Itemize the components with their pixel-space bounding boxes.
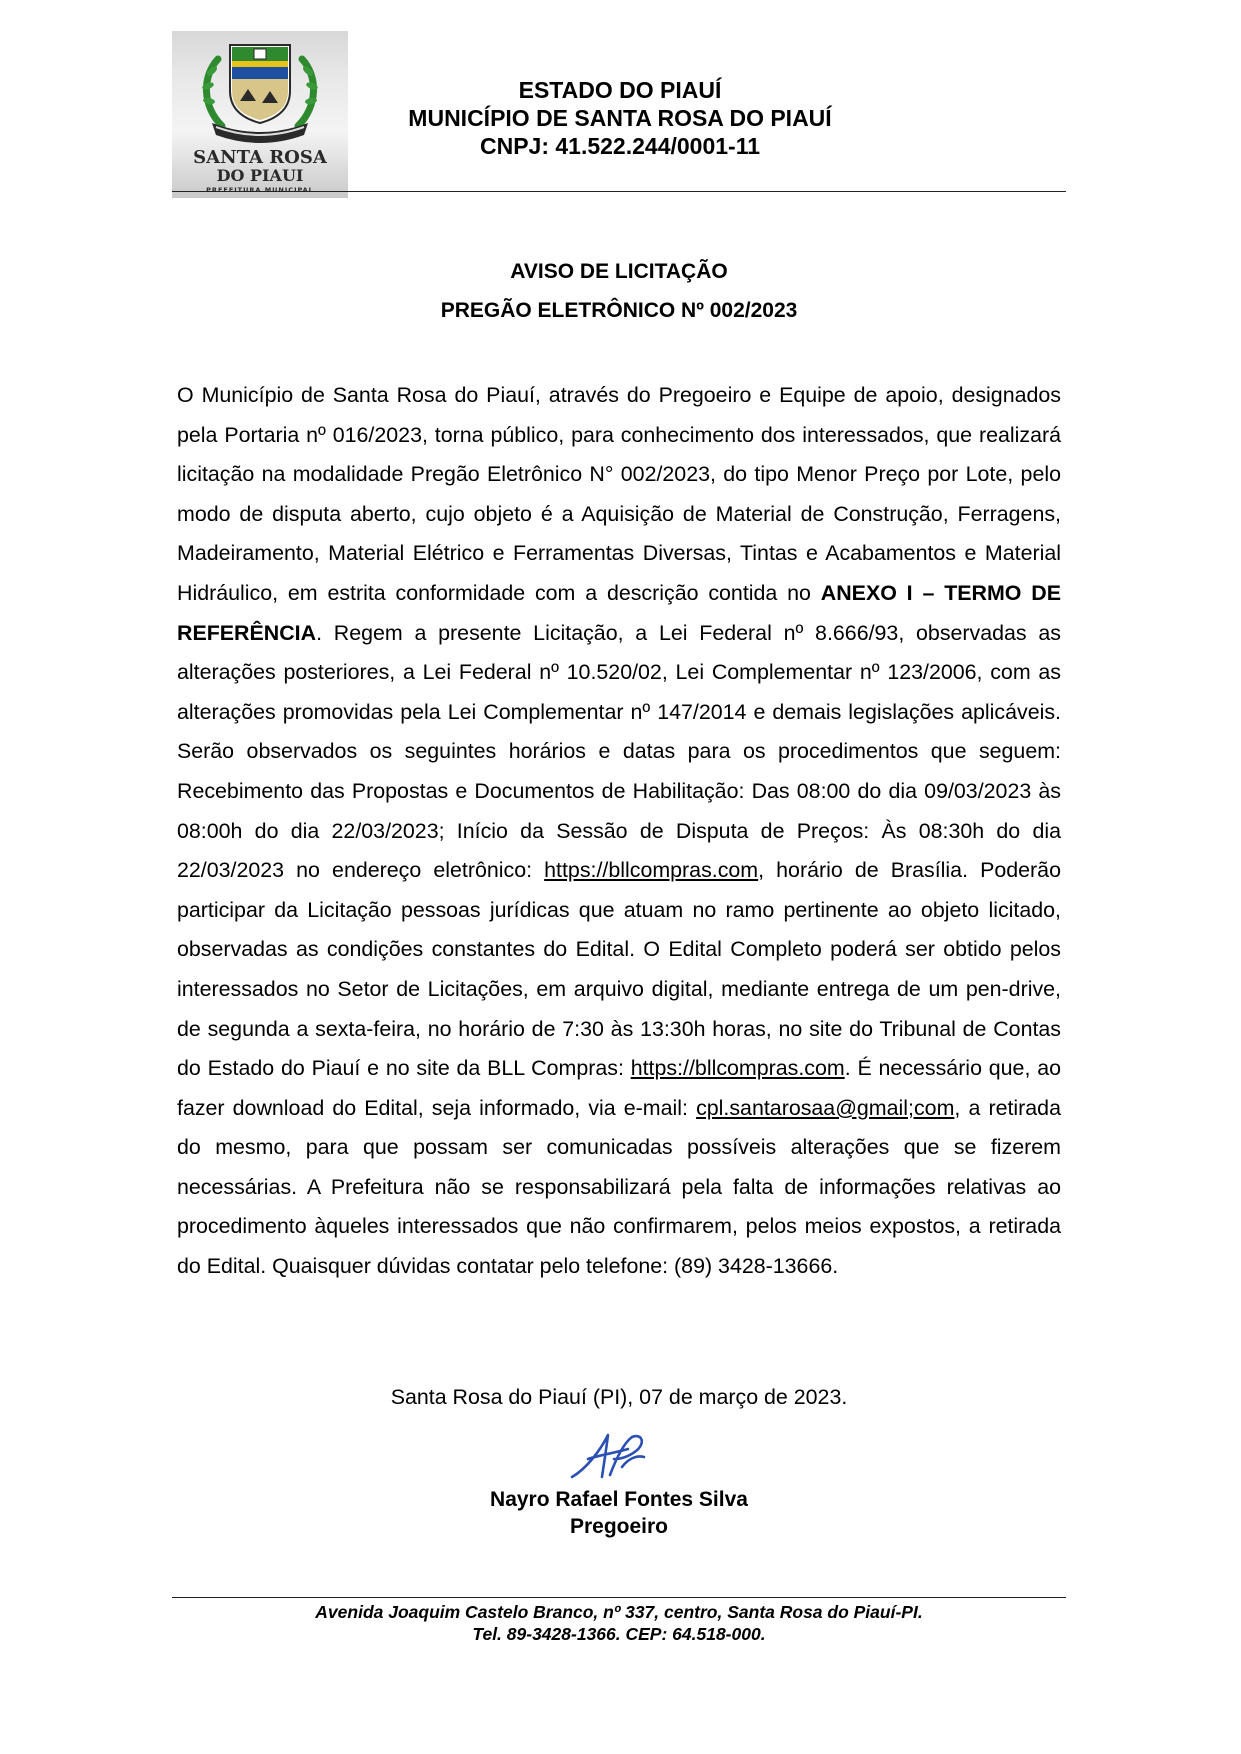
footer [172,1601,1066,1645]
body-text-part5: , a retirada do mesmo, para que possam ser comunicadas possíveis alterações que se fizerem necessárias. A Prefeitura não se responsabilizará pela falta de informações relativas ao procedimento àqueles interessados que não confirmarem, pelos meios expostos, a retirada do Edital. Quaisquer dúvidas contatar pelo telefone: (89) 3428-13666. [177,1095,1061,1279]
notice-body [177,376,1061,1287]
footer-address: Avenida Joaquim Castelo Branco, nº 337, centro, Santa Rosa do Piauí-PI. [315,1602,923,1622]
header-divider [172,191,1066,192]
document-title: AVISO DE LICITAÇÃO [510,260,728,283]
signer-role: Pregoeiro [569,1515,669,1538]
logo-text-line3: PREFEITURA MUNICIPAL [206,186,314,194]
letterhead [360,76,880,160]
body-text-part3: , horário de Brasília. Poderão participar da Licitação pessoas jurídicas que atuam no ramo pertinente ao objeto licitado, observadas as condições constantes do Edital. O Edital Completo poderá ser obtido pelos interessados no Setor de Licitações, em arquivo digital, mediante entrega de um pen-drive, de segunda a sexta-feira, no horário de 7:30 às 13:30h horas, no site do Tribunal de Contas do Estado do Piauí e no site da BLL Compras: [177,858,1061,1081]
cnpj: CNPJ: 41.522.244/0001-11 [479,133,761,159]
bll-compras-link-2[interactable]: https://bllcompras.com [630,1056,845,1081]
footer-contact: Tel. 89-3428-1366. CEP: 64.518-000. [472,1624,766,1644]
footer-divider [172,1597,1066,1598]
bll-compras-link-1[interactable]: https://bllcompras.com [544,858,759,883]
date-line: Santa Rosa do Piauí (PI), 07 de março de 2023. [390,1385,848,1409]
body-text-part2: . Regem a presente Licitação, a Lei Federal nº 8.666/93, observadas as alterações posteriores, a Lei Federal nº 10.520/02, Lei Complementar nº 123/2006, com as alterações promovidas pela Lei Complementar nº 147/2014 e demais legislações aplicáveis. Serão observados os seguintes horários e datas para os procedimentos que seguem: Recebimento das Propostas e Documentos de Habilitação: Das 08:00 do dia 09/03/2023 às 08:00h do dia 22/03/2023; Início da Sessão de Disputa de Preços: Às 08:30h do dia 22/03/2023 no endereço eletrônico: [177,620,1061,883]
logo-text-line2: DO PIAUI [216,166,304,185]
logo-text-line1: SANTA ROSA [193,147,327,168]
handwritten-signature-icon [566,1429,656,1489]
annex-reference: ANEXO I – TERMO DE REFERÊNCIA [177,580,1061,645]
contact-email-link[interactable]: cpl.santarosaa@gmail;com [696,1095,955,1120]
municipal-coat-of-arms-icon [172,31,348,198]
state-name: ESTADO DO PIAUÍ [518,77,722,103]
signature [566,1429,656,1494]
municipality-name: MUNICÍPIO DE SANTA ROSA DO PIAUÍ [408,105,832,131]
document-subtitle: PREGÃO ELETRÔNICO Nº 002/2023 [440,299,798,322]
signer-name: Nayro Rafael Fontes Silva [490,1488,748,1511]
signer-block [172,1486,1066,1540]
body-text-part1: O Município de Santa Rosa do Piauí, através do Pregoeiro e Equipe de apoio, designados pela Portaria nº 016/2023, torna público, para conhecimento dos interessados, que realizará licitação na modalidade Pregão Eletrônico N° 002/2023, do tipo Menor Preço por Lote, pelo modo de disputa aberto, cujo objeto é a Aquisição de Material de Construção, Ferragens, Madeiramento, Material Elétrico e Ferramentas Diversas, Tintas e Acabamentos e Material Hidráulico, em estrita conformidade com a descrição contida no [177,383,1061,605]
municipal-logo [172,31,348,198]
body-text-part4: . É necessário que, ao fazer download do Edital, seja informado, via e-mail: [177,1056,1061,1120]
